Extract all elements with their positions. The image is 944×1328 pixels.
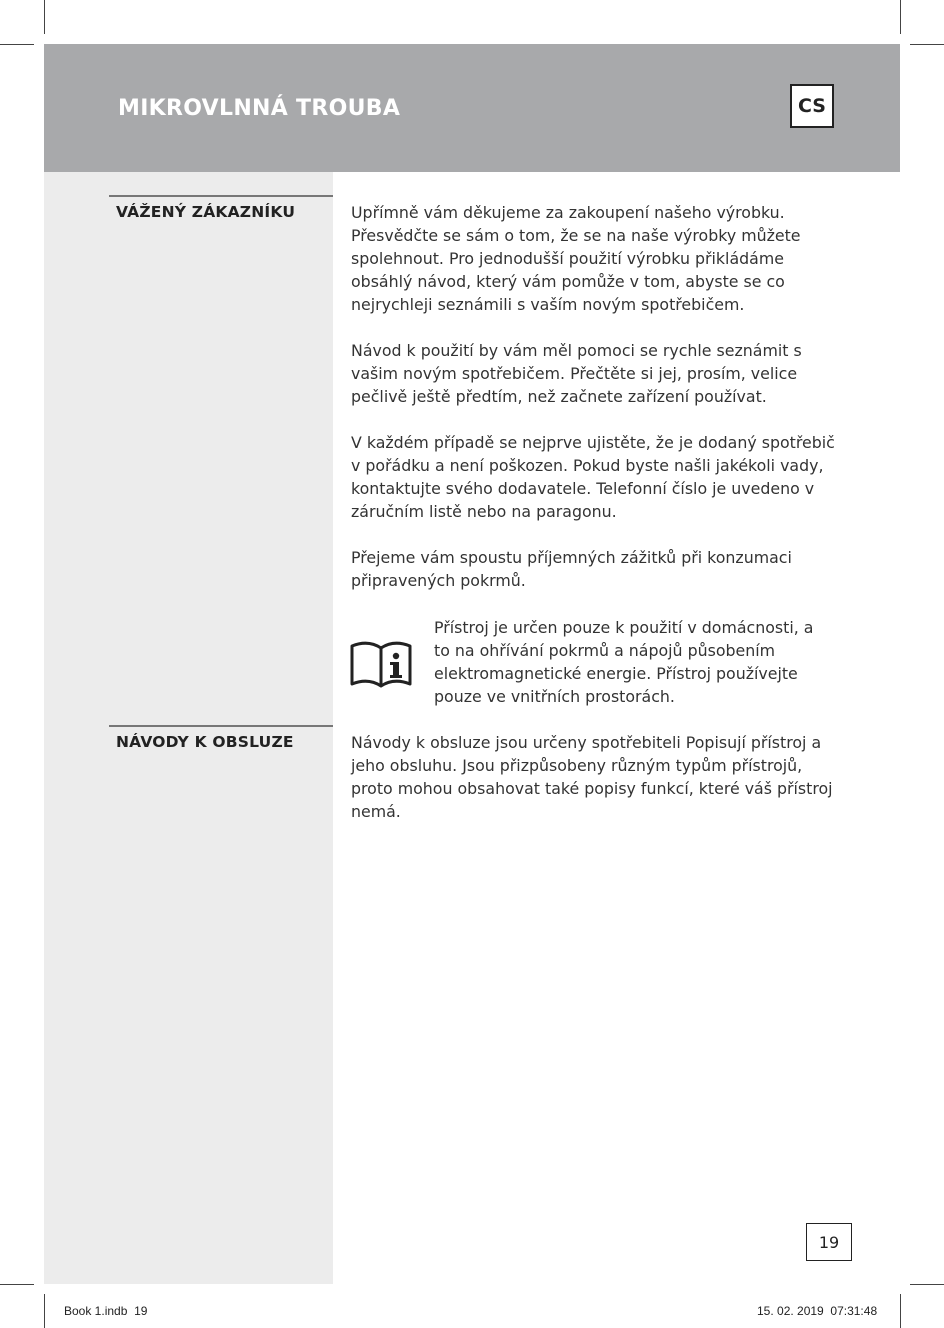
- section-title-user-manuals: NÁVODY K OBSLUZE: [116, 733, 294, 751]
- section-divider: [109, 195, 333, 197]
- info-note: Přístroj je určen pouze k použití v domácnosti, a to na ohřívání pokrmů a nápojů působením elektromagnetické energie. Přístroj používejte pouze ve vnitřních prostorách.: [434, 618, 814, 706]
- paragraph: Návod k použití by vám měl pomoci se rychle seznámit s vašim novým spotřebičem. Přečtěte si jej, prosím, velice pečlivě ještě předtím, než začnete zařízení používat.: [351, 341, 802, 406]
- footer-file-info: [64, 1304, 147, 1318]
- language-badge: CS: [790, 84, 834, 128]
- book-info-icon: [350, 640, 412, 688]
- paragraph: Návody k obsluze jsou určeny spotřebiteli Popisují přístroj a jeho obsluhu. Jsou přizpůsobeny různým typům přístrojů, proto mohou obsahovat také popisy funkcí, které váš přístroj nemá.: [351, 733, 833, 821]
- footer-file: Book 1.indb: [64, 1304, 128, 1318]
- paragraph: V každém případě se nejprve ujistěte, že je dodaný spotřebič v pořádku a není poškozen. Pokud byste našli jakékoli vady, kontaktujte svého dodavatele. Telefonní číslo je uvedeno v záručním listě nebo na paragonu.: [351, 433, 835, 521]
- crop-mark: [0, 1284, 34, 1285]
- crop-mark: [0, 44, 34, 45]
- page-title: MIKROVLNNÁ TROUBA: [118, 96, 401, 121]
- footer-file-page: 19: [134, 1304, 148, 1318]
- footer-time: 07:31:48: [830, 1304, 878, 1318]
- sidebar-column: [44, 172, 333, 1284]
- section-title-dear-customer: VÁŽENÝ ZÁKAZNÍKU: [116, 203, 296, 221]
- footer-date: 15. 02. 2019: [757, 1304, 824, 1318]
- paragraph: Přejeme vám spoustu příjemných zážitků při konzumaci připravených pokrmů.: [351, 548, 792, 590]
- footer-timestamp: [757, 1304, 877, 1318]
- crop-mark: [900, 0, 901, 34]
- section-divider: [109, 725, 333, 727]
- crop-mark: [44, 0, 45, 34]
- crop-mark: [900, 1294, 901, 1328]
- page-number: 19: [806, 1223, 852, 1261]
- paragraph: Upřímně vám děkujeme za zakoupení našeho výrobku. Přesvědčte se sám o tom, že se na naše výrobky můžete spolehnout. Pro jednodušší použití výrobku přikládáme obsáhlý návod, který vám pomůže v tom, abyste se co nejrychleji seznámili s vaším novým spotřebičem.: [351, 203, 801, 314]
- crop-mark: [910, 1284, 944, 1285]
- crop-mark: [910, 44, 944, 45]
- page-header: [44, 44, 900, 172]
- crop-mark: [44, 1294, 45, 1328]
